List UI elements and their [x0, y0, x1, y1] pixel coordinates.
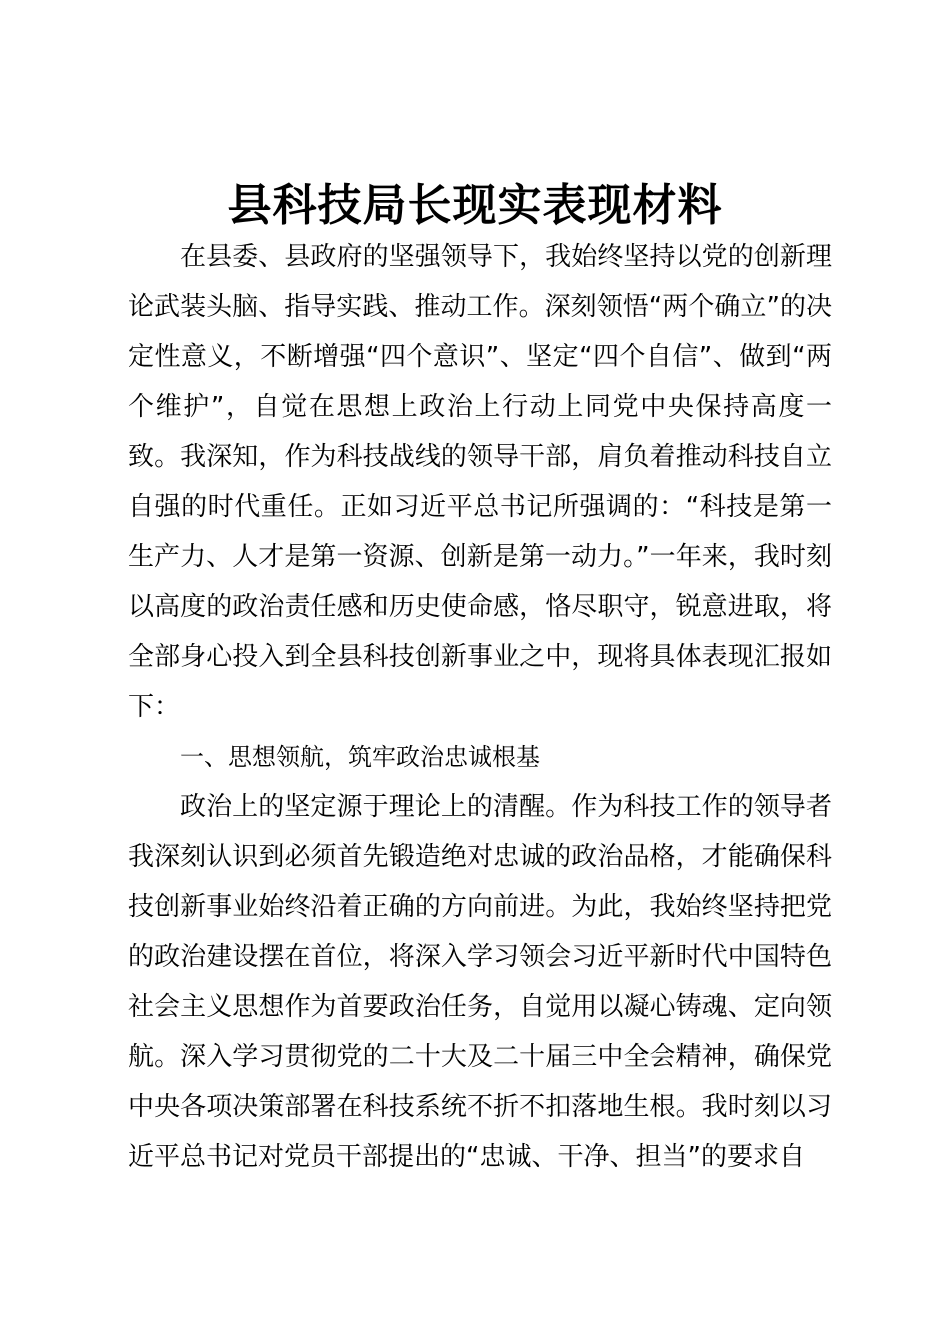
document-body — [128, 232, 832, 1182]
document-title: 县科技局长现实表现材料 — [227, 180, 723, 231]
section-paragraph: 政治上的坚定源于理论上的清醒。作为科技工作的领导者我深刻认识到必须首先锻造绝对忠诚的政治品格，才能确保科技创新事业始终沿着正确的方向前进。为此，我始终坚持把党的政治建设摆在首位，将深入学习领会习近平新时代中国特色社会主义思想作为首要政治任务，自觉用以凝心铸魂、定向领航。深入学习贯彻党的二十大及二十届三中全会精神，确保党中央各项决策部署在科技系统不折不扣落地生根。我时刻以习近平总书记对党员干部提出的“忠诚、干净、担当”的要求自 — [128, 792, 832, 1172]
section-heading: 一、思想领航，筑牢政治忠诚根基 — [180, 743, 540, 771]
intro-paragraph: 在县委、县政府的坚强领导下，我始终坚持以党的创新理论武装头脑、指导实践、推动工作。深刻领悟“两个确立”的决定性意义，不断增强“四个意识”、坚定“四个自信”、做到“两个维护”，自觉在思想上政治上行动上同党中央保持高度一致。我深知，作为科技战线的领导干部，肩负着推动科技自立自强的时代重任。正如习近平总书记所强调的：“科技是第一生产力、人才是第一资源、创新是第一动力。”一年来，我时刻以高度的政治责任感和历史使命感，恪尽职守，锐意进取，将全部身心投入到全县科技创新事业之中，现将具体表现汇报如下： — [128, 242, 832, 722]
